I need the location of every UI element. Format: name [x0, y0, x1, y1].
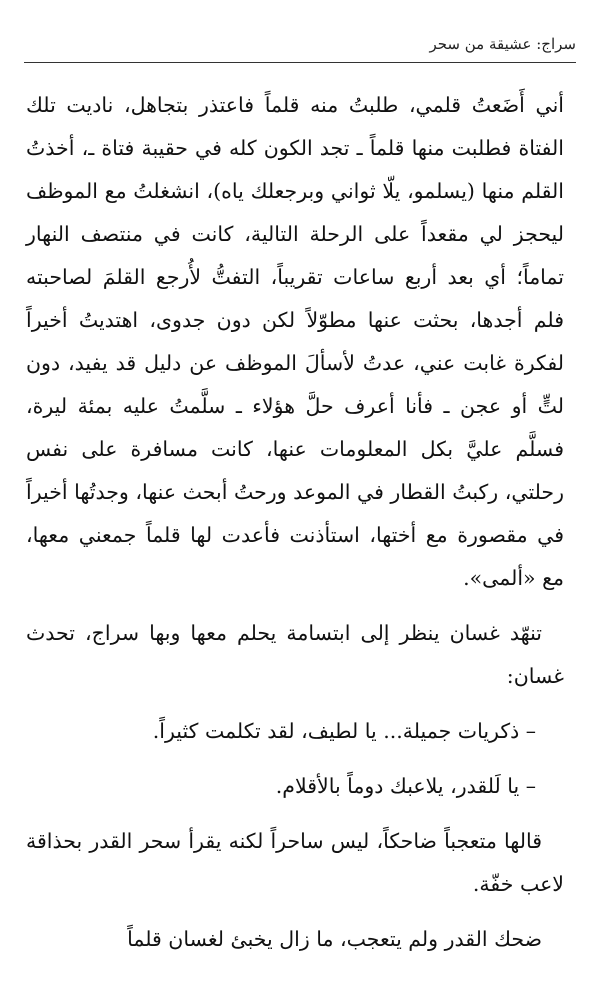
dialogue-line: – يا لَلقدر، يلاعبك دوماً بالأقلام. [275, 774, 536, 798]
running-title: سراج: عشيقة من سحر [429, 35, 576, 53]
page-body [26, 84, 564, 961]
paragraph: قالها متعجباً ضاحكاً، ليس ساحراً لكنه يقرأ سحر القدر بحذاقة لاعب خفّة. [26, 829, 564, 896]
paragraph: ضحك القدر ولم يتعجب، ما زال يخبئ لغسان قلماً [127, 927, 542, 951]
dialogue-line: – ذكريات جميلة... يا لطيف، لقد تكلمت كثيراً. [152, 719, 536, 743]
running-header [24, 30, 576, 63]
paragraph: تنهّد غسان ينظر إلى ابتسامة يحلم معها وبها سراج، تحدث غسان: [26, 621, 564, 688]
paragraph: أني أَضَعتُ قلمي، طلبتُ منه قلماً فاعتذر بتجاهل، ناديت تلك الفتاة فطلبت منها قلماً ـ تجد الكون كله في حقيبة فتاة ـ، أخذتُ القلم منها (يسلمو، يلّا ثواني وبرجعلك ياه)، انشغلتُ مع الموظف ليحجز لي مقعداً على الرحلة التالية، كانت في منتصف النهار تماماً؛ أي بعد أربع ساعات تقريباً، التفتُّ لأُرجع القلمَ لصاحبته فلم أجدها، بحثت عنها مطوّلاً لكن دون جدوى، اهتديتُ أخيراً لفكرة غابت عني، عدتُ لأسألَ الموظف عن دليل قد يفيد، دون لتٍّ أو عجن ـ فأنا أعرف حلَّ هؤلاء ـ سلَّمتُ عليه بمئة ليرة، فسلَّم عليَّ بكل المعلومات عنها، كانت مسافرة على نفس رحلتي، ركبتُ القطار في الموعد ورحتُ أبحث عنها، وجدتُها أخيراً في مقصورة مع أختها، استأذنت فأعدت لها قلماً جمعني معها، مع «ألمى». [26, 93, 564, 590]
